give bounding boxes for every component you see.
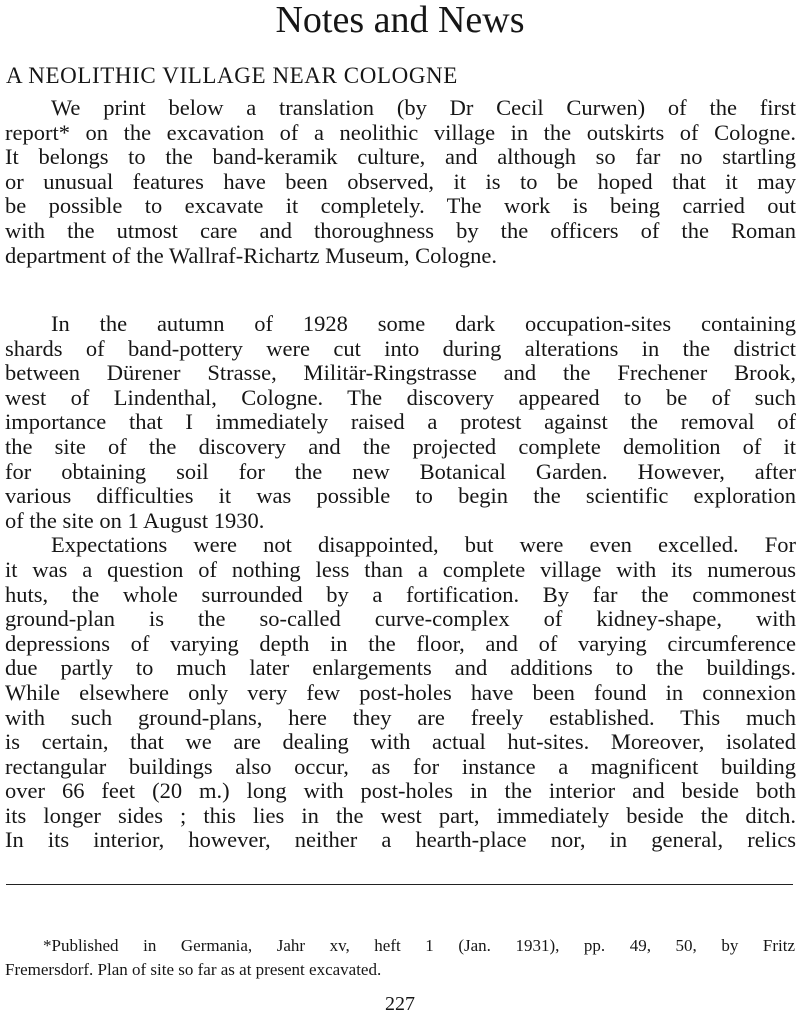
page-number: 227 xyxy=(385,993,415,1015)
report-line: of the site on 1 August 1930. xyxy=(5,507,265,533)
article-title: A NEOLITHIC VILLAGE NEAR COLOGNE xyxy=(6,63,458,88)
report-line: between Dürener Strasse, Militär-Ringstrasse and the Frechener Brook, xyxy=(5,360,796,386)
report-line: its longer sides ; this lies in the west part, immediately beside the ditch. xyxy=(5,802,796,828)
intro-paragraph xyxy=(5,96,796,268)
report-line: huts, the whole surrounded by a fortification. By far the commonest xyxy=(5,581,796,607)
footnote-line: Fremersdorf. Plan of site so far as at present excavated. xyxy=(5,960,382,979)
footnote-line: *Published in Germania, Jahr xv, heft 1 (Jan. 1931), pp. 49, 50, by Fritz xyxy=(43,936,795,955)
section-title: Notes and News xyxy=(275,0,525,41)
report-line: the site of the discovery and the projected complete demolition of it xyxy=(5,433,796,459)
intro-line: with the utmost care and thoroughness by the officers of the Roman xyxy=(5,217,796,243)
intro-line: It belongs to the band-keramik culture, and although so far no startling xyxy=(5,144,796,170)
report-line: depressions of varying depth in the floor, and of varying circumference xyxy=(5,630,796,656)
intro-line: be possible to excavate it completely. The work is being carried out xyxy=(5,193,796,219)
report-line: with such ground-plans, here they are freely established. This much xyxy=(5,704,796,730)
report-line: While elsewhere only very few post-holes have been found in connexion xyxy=(5,679,796,705)
report-line: importance that I immediately raised a protest against the removal of xyxy=(5,409,796,435)
report-line: ground-plan is the so-called curve-complex of kidney-shape, with xyxy=(5,606,796,632)
report-line: In its interior, however, neither a hearth-place nor, in general, relics xyxy=(5,827,796,853)
report-line: over 66 feet (20 m.) long with post-holes in the interior and beside both xyxy=(5,778,796,804)
intro-line: department of the Wallraf-Richartz Museum, Cologne. xyxy=(5,242,498,268)
report-line: In the autumn of 1928 some dark occupation-sites containing xyxy=(51,311,796,336)
report-line: due partly to much later enlargements and additions to the buildings. xyxy=(5,655,796,681)
report-line: various difficulties it was possible to begin the scientific exploration xyxy=(5,483,796,509)
report-line: shards of band-pottery were cut into during alterations in the district xyxy=(5,335,796,361)
report-line: is certain, that we are dealing with actual hut-sites. Moreover, isolated xyxy=(5,729,796,755)
intro-line: or unusual features have been observed, it is to be hoped that it may xyxy=(5,168,796,194)
report-line: west of Lindenthal, Cologne. The discovery appeared to be of such xyxy=(5,384,796,410)
report-line: it was a question of nothing less than a complete village with its numerous xyxy=(5,556,796,582)
footnote xyxy=(5,934,795,982)
intro-line: report* on the excavation of a neolithic village in the outskirts of Cologne. xyxy=(5,119,796,145)
footnote-divider xyxy=(6,884,793,885)
report-line: Expectations were not disappointed, but were even excelled. For xyxy=(51,532,796,558)
report-line: rectangular buildings also occur, as for instance a magnificent building xyxy=(5,753,796,779)
report-line: for obtaining soil for the new Botanical Garden. However, after xyxy=(5,458,796,484)
report-text xyxy=(5,312,796,853)
intro-line: We print below a translation (by Dr Cecil Curwen) of the first xyxy=(51,95,796,120)
